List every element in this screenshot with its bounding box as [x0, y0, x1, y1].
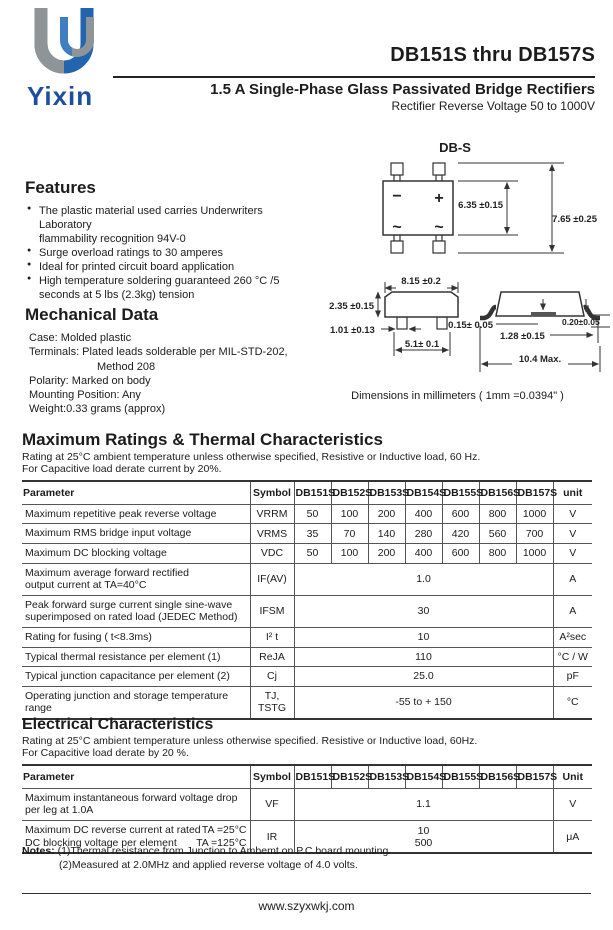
- max-ratings-table: [22, 480, 592, 720]
- gullwing-view: [480, 292, 600, 318]
- unit-cell: A²sec: [553, 627, 592, 647]
- column-header: DB155S: [442, 765, 479, 789]
- value-line: 110: [415, 650, 432, 663]
- symbol-line: TSTG: [258, 702, 286, 715]
- column-header: Symbol: [250, 765, 294, 789]
- param-cell: [22, 504, 250, 524]
- electrical-note1: Rating at 25°C ambient temperature unless otherwise specified. Resistive or Inductive load, 60Hz.: [22, 735, 478, 747]
- column-header: DB157S: [516, 765, 553, 789]
- param-cell: [22, 647, 250, 667]
- param-line: superimposed on rated load (JEDEC Method): [25, 611, 238, 624]
- mech-line: Polarity: Marked on body: [29, 374, 151, 387]
- feature-line: ● Surge overload ratings to 30 amperes: [39, 247, 224, 260]
- column-header: DB151S: [294, 765, 331, 789]
- note-line-2: (2)Measured at 2.0MHz and applied reverse voltage of 4.0 volts.: [59, 858, 358, 871]
- doc-subtitle2: Rectifier Reverse Voltage 50 to 1000V: [391, 99, 595, 113]
- symbol-cell: [250, 595, 294, 627]
- dim-overall-height: 7.65 ±0.25: [552, 214, 597, 225]
- column-header: DB153S: [368, 765, 405, 789]
- table-row: [22, 667, 592, 687]
- feature-item: [39, 204, 315, 246]
- param-line: output current at TA=40°C: [25, 579, 147, 592]
- value-cell: 50: [294, 504, 331, 524]
- param-line: Typical junction capacitance per element (2): [25, 670, 230, 683]
- unit-cell: A: [553, 595, 592, 627]
- param-line: Typical thermal resistance per element (1): [25, 650, 221, 663]
- value-line: 10: [417, 824, 430, 837]
- dim-lead-length: 1.28 ±0.15: [500, 331, 545, 342]
- polarity-minus: −: [392, 188, 402, 205]
- mech-line: Mounting Position: Any: [29, 389, 141, 402]
- param-line: Maximum DC blocking voltage: [25, 546, 167, 559]
- param-cell: [22, 788, 250, 820]
- param-line: Peak forward surge current single sine-wave: [25, 598, 233, 611]
- feature-item: [39, 246, 315, 260]
- max-ratings-section: [22, 430, 592, 720]
- value-line: 10: [417, 631, 430, 644]
- feature-line: ● High temperature soldering guaranteed 260 °C /5: [39, 275, 280, 288]
- table-row: [22, 686, 592, 719]
- dimensions-caption: Dimensions in millimeters ( 1mm =0.0394" ): [351, 390, 564, 402]
- param-line: Maximum repetitive peak reverse voltage: [25, 507, 217, 520]
- column-header: Parameter: [22, 481, 250, 505]
- param-cell: [22, 667, 250, 687]
- notes-label: Notes:: [22, 845, 55, 857]
- footer-url: www.szyxwkj.com: [258, 899, 355, 913]
- mechanical-section: [25, 305, 315, 417]
- table-row: [22, 524, 592, 544]
- value-cell: 100: [331, 504, 368, 524]
- value-cell: 400: [405, 504, 442, 524]
- value-cell-span: [294, 788, 553, 820]
- feature-line: ● The plastic material used carries Underwriters Laboratory: [39, 205, 263, 232]
- column-header: DB154S: [405, 765, 442, 789]
- value-cell: 140: [368, 524, 405, 544]
- value-cell: 400: [405, 543, 442, 563]
- unit-cell: °C: [553, 686, 592, 719]
- column-header: DB154S: [405, 481, 442, 505]
- dim-body-height: 6.35 ±0.15: [458, 200, 503, 211]
- note-text: (1)Thermal resistance from Junction to Ambemt on P.C.board mounting.: [57, 845, 392, 857]
- table-row: [22, 627, 592, 647]
- value-cell: 560: [479, 524, 516, 544]
- column-header: DB156S: [479, 765, 516, 789]
- column-header: unit: [553, 481, 592, 505]
- value-line: 1.1: [416, 798, 431, 811]
- doc-subtitle: 1.5 A Single-Phase Glass Passivated Bridge Rectifiers: [210, 81, 595, 98]
- max-ratings-heading: Maximum Ratings & Thermal Characteristics: [22, 430, 383, 449]
- note-line-1: [22, 845, 592, 859]
- value-line: 25.0: [413, 670, 434, 683]
- value-cell: 600: [442, 543, 479, 563]
- table-row: [22, 647, 592, 667]
- brand-logo: [25, 6, 120, 112]
- value-cell: 1000: [516, 543, 553, 563]
- symbol-cell: [250, 543, 294, 563]
- feature-line: flammability recognition 94V-0: [39, 233, 186, 246]
- table-header-row: [22, 481, 592, 505]
- column-header: DB152S: [331, 765, 368, 789]
- param-text: DC blocking voltage per element: [25, 836, 177, 849]
- value-line: -55 to + 150: [395, 696, 452, 709]
- dim-body-thickness: 2.35 ±0.15: [329, 301, 374, 312]
- column-header: DB156S: [479, 481, 516, 505]
- param-cell: [22, 595, 250, 627]
- logo-u-icon: [25, 6, 103, 80]
- mech-line: Case: Molded plastic: [29, 332, 132, 344]
- param-line: Maximum average forward rectified: [25, 566, 189, 579]
- mech-line: Weight:0.33 grams (approx): [29, 403, 166, 416]
- feature-item: [39, 274, 315, 302]
- unit-cell: V: [553, 543, 592, 563]
- package-name: DB-S: [439, 140, 471, 155]
- column-header: DB153S: [368, 481, 405, 505]
- dim-overall-width: 10.4 Max.: [518, 354, 562, 365]
- symbol-line: VDC: [260, 547, 284, 560]
- dim-standoff: 0.15± 0.05: [448, 320, 493, 331]
- dim-body-width: 8.15 ±0.2: [401, 276, 441, 287]
- param-cell: [22, 686, 250, 719]
- polarity-plus: +: [434, 190, 444, 207]
- table-row: [22, 504, 592, 524]
- table-row: [22, 788, 592, 820]
- value-cell: 70: [331, 524, 368, 544]
- column-header: Parameter: [22, 765, 250, 789]
- param-cell: [22, 524, 250, 544]
- value-cell: 50: [294, 543, 331, 563]
- features-list: [25, 204, 315, 303]
- param-line: range: [25, 702, 52, 715]
- value-cell: 100: [331, 543, 368, 563]
- package-diagram: [310, 133, 610, 386]
- value-cell: 35: [294, 524, 331, 544]
- unit-cell: V: [553, 788, 592, 820]
- column-header: DB157S: [516, 481, 553, 505]
- polarity-ac2: ~: [434, 219, 444, 236]
- dim-pin-pitch: 5.1± 0.1: [404, 339, 440, 350]
- value-cell: 700: [516, 524, 553, 544]
- table-row: [22, 563, 592, 595]
- value-cell: 200: [368, 543, 405, 563]
- column-header: Unit: [553, 765, 592, 789]
- param-line: Rating for fusing ( t<8.3ms): [25, 630, 152, 643]
- symbol-line: VRMS: [256, 527, 288, 540]
- table-header-row: [22, 765, 592, 789]
- value-cell: 600: [442, 504, 479, 524]
- value-cell-span: [294, 595, 553, 627]
- footer-divider: [22, 893, 591, 894]
- table-row: [22, 595, 592, 627]
- value-line: 1.0: [416, 573, 431, 586]
- column-header: DB155S: [442, 481, 479, 505]
- symbol-cell: [250, 627, 294, 647]
- symbol-cell: [250, 667, 294, 687]
- value-cell-span: [294, 627, 553, 647]
- side-view: [385, 292, 458, 329]
- brand-name: Yixin: [27, 81, 94, 111]
- value-cell: 280: [405, 524, 442, 544]
- symbol-line: I² t: [265, 631, 279, 644]
- mechanical-heading: Mechanical Data: [25, 305, 159, 324]
- param-line: Maximum RMS bridge input voltage: [25, 527, 192, 540]
- electrical-table: [22, 764, 592, 854]
- max-ratings-note1: Rating at 25°C ambient temperature unless otherwise specified, Resistive or Inductive load, 60 Hz.: [22, 451, 481, 463]
- symbol-cell: [250, 504, 294, 524]
- value-line: 500: [414, 836, 433, 849]
- unit-cell: A: [553, 563, 592, 595]
- table-row: [22, 543, 592, 563]
- value-cell: 800: [479, 504, 516, 524]
- symbol-cell: [250, 647, 294, 667]
- feature-line: ● Ideal for printed circuit board application: [39, 261, 235, 274]
- dim-pin-width: 1.01 ±0.13: [330, 325, 375, 336]
- feature-line: seconds at 5 lbs (2.3kg) tension: [39, 289, 195, 302]
- param-cell: [22, 543, 250, 563]
- dim-lead-thickness: 0.20±0.05: [562, 317, 600, 327]
- header-divider: [113, 76, 595, 78]
- value-cell: 1000: [516, 504, 553, 524]
- value-cell: 200: [368, 504, 405, 524]
- param-cell: [22, 563, 250, 595]
- value-cell-span: [294, 647, 553, 667]
- electrical-heading: Electrical Characteristics: [22, 716, 214, 733]
- unit-cell: V: [553, 524, 592, 544]
- symbol-line: VF: [265, 798, 279, 811]
- column-header: DB151S: [294, 481, 331, 505]
- value-cell: 800: [479, 543, 516, 563]
- symbol-cell: [250, 524, 294, 544]
- column-header: DB152S: [331, 481, 368, 505]
- top-view: [383, 163, 453, 253]
- symbol-line: VRRM: [256, 508, 288, 521]
- symbol-line: IF(AV): [257, 573, 287, 586]
- param-line: [25, 824, 247, 837]
- symbol-cell: [250, 563, 294, 595]
- electrical-section: [22, 716, 592, 854]
- symbol-line: IFSM: [259, 605, 285, 618]
- value-cell-span: [294, 686, 553, 719]
- value-line: 30: [417, 605, 430, 618]
- value-cell-span: [294, 667, 553, 687]
- param-line: Maximum instantaneous forward voltage drop: [25, 791, 238, 804]
- param-condition: TA =25°C: [201, 823, 247, 836]
- param-text: Maximum DC reverse current at rated: [25, 823, 201, 836]
- column-header: Symbol: [250, 481, 294, 505]
- mech-line: Terminals: Plated leads solderable per MIL-STD-202,: [29, 346, 288, 359]
- unit-cell: pF: [553, 667, 592, 687]
- param-condition: TA =125°C: [196, 836, 247, 849]
- feature-item: [39, 260, 315, 274]
- features-heading: Features: [25, 178, 96, 197]
- polarity-ac1: ~: [392, 219, 402, 236]
- page-title: DB151S thru DB157S: [390, 44, 595, 66]
- param-line: per leg at 1.0A: [25, 804, 94, 817]
- symbol-line: Cj: [267, 670, 277, 683]
- max-ratings-note2: For Capacitive load derate current by 20%.: [22, 463, 222, 476]
- symbol-line: TJ,: [264, 690, 280, 703]
- mech-line: Method 208: [97, 360, 156, 373]
- features-section: [25, 178, 315, 303]
- unit-cell: V: [553, 504, 592, 524]
- symbol-cell: [250, 788, 294, 820]
- param-line: Operating junction and storage temperature: [25, 689, 229, 702]
- symbol-cell: [250, 686, 294, 719]
- electrical-note2: For Capacitive load derate by 20 %.: [22, 747, 189, 760]
- value-cell-span: [294, 563, 553, 595]
- notes-block: [22, 845, 592, 872]
- unit-cell: μA: [553, 820, 592, 853]
- value-cell: 420: [442, 524, 479, 544]
- param-cell: [22, 627, 250, 647]
- unit-cell: °C / W: [553, 647, 592, 667]
- symbol-line: ReJA: [259, 650, 285, 663]
- symbol-line: IR: [266, 830, 278, 843]
